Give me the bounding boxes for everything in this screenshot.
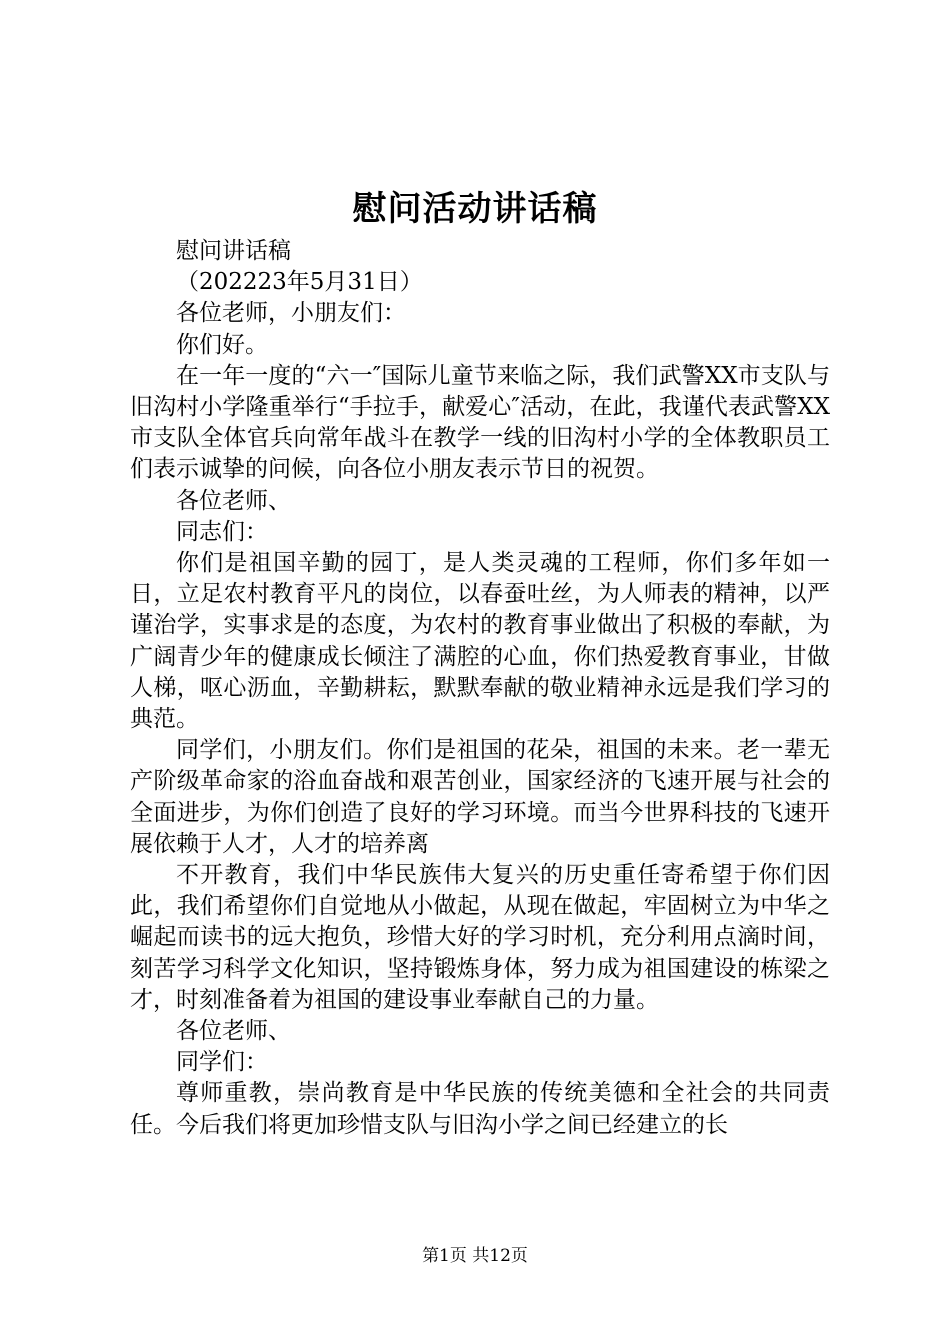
paragraph-students: 同学们，小朋友们。你们是祖国的花朵，祖国的未来。老一辈无产阶级革命家的浴血奋战和艰苦创业，国家经济的飞速开展与社会的全面进步，为你们创造了良好的学习环境。而当今世界科技的飞速开展依赖于人才，人才的培养离: [130, 737, 830, 857]
document-title: 慰问活动讲话稿: [352, 189, 598, 229]
paragraph-greeting: 各位老师，小朋友们：: [176, 300, 406, 327]
paragraph-hello: 你们好。: [176, 331, 268, 358]
paragraph-intro: 在一年一度的“六一″国际儿童节来临之际，我们武警XX市支队与旧沟村小学隆重举行“手拉手，献爱心″活动，在此，我谨代表武警XX市支队全体官兵向常年战斗在教学一线的旧沟村小学的全体教职员工们表示诚挚的问候，向各位小朋友表示节日的祝贺。: [130, 362, 830, 483]
paragraph-respect: 尊师重教，崇尚教育是中华民族的传统美德和全社会的共同责任。今后我们将更加珍惜支队与旧沟小学之间已经建立的长: [130, 1080, 830, 1138]
paragraph-address-teachers-2: 各位老师、: [176, 1018, 291, 1045]
paragraph-address-teachers: 各位老师、: [176, 487, 291, 514]
paragraph-teachers: 你们是祖国辛勤的园丁，是人类灵魂的工程师，你们多年如一日，立足农村教育平凡的岗位，以春蚕吐丝，为人师表的精神，以严谨治学，实事求是的态度，为农村的教育事业做出了积极的奉献，为广阔青少年的健康成长倾注了满腔的心血，你们热爱教育事业，甘做人梯，呕心沥血，辛勤耕耘，默默奉献的敬业精神永远是我们学习的典范。: [130, 550, 830, 733]
paragraph-address-students: 同学们：: [176, 1049, 268, 1076]
page-number-footer: 第1页 共12页: [422, 1246, 528, 1266]
paragraph-address-comrades: 同志们：: [176, 518, 268, 545]
paragraph-subtitle: 慰问讲话稿: [176, 238, 291, 264]
document-body: [130, 236, 830, 1141]
paragraph-education: 不开教育，我们中华民族伟大复兴的历史重任寄希望于你们因此，我们希望你们自觉地从小做起，从现在做起，牢固树立为中华之崛起而读书的远大抱负，珍惜大好的学习时机，充分利用点滴时间，刻苦学习科学文化知识，坚持锻炼身体，努力成为祖国建设的栋梁之才，时刻准备着为祖国的建设事业奉献自己的力量。: [130, 862, 830, 1013]
paragraph-date: （202223年5月31日）: [176, 269, 423, 296]
